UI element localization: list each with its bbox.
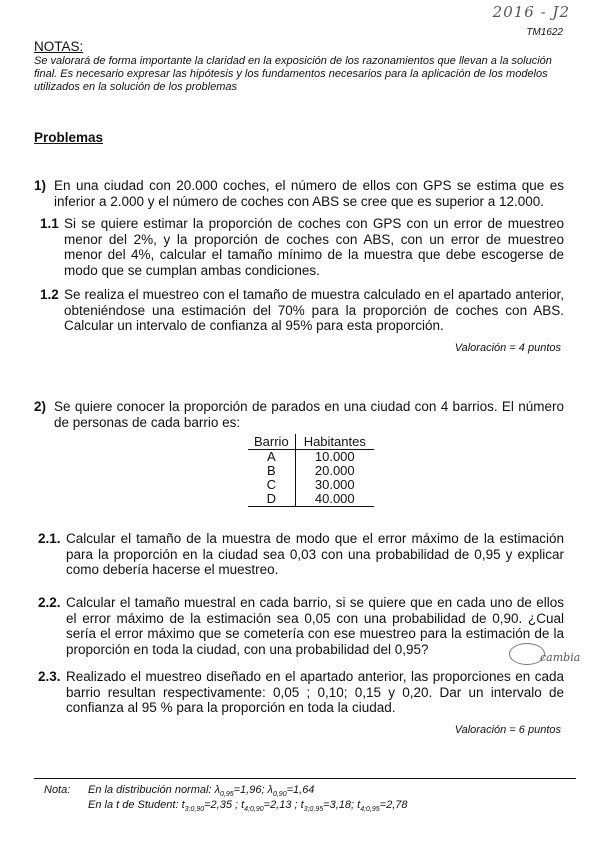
part-2-2-number: 2.2. [38,595,61,610]
footer-line-2 [88,798,408,817]
footer-line-1-values: $\lambda_{0,95}=1,96$; $\lambda_{0,90}=1,64$ [214,784,315,799]
table-row [248,478,374,492]
table-header: Habitantes [295,434,374,450]
problem-2 [34,399,576,435]
table-cell: C [266,477,277,492]
footer-line-2-prefix: En la t de Student: [88,799,182,811]
part-2-1-text: Calcular el tamaño de la muestra de modo que el error máximo de la estimación para la proporción en la ciudad sea 0,03 con una probabilidad de 0,95 y explicar como debería hacerse el muestreo. [66,531,564,577]
part-2-1-number: 2.1. [38,531,61,546]
problem-1-valoracion: Valoración = 4 puntos [454,342,561,354]
table-header: Barrio [248,434,295,450]
part-1-2-number: 1.2 [40,287,59,302]
notes-title: NOTAS: [34,39,84,54]
handwritten-year: 2016 - J2 [492,3,570,21]
document-code: TM1622 [526,27,563,38]
table-row [248,464,374,478]
table-header-row [248,434,374,450]
table-cell: D [248,492,295,507]
table-cell: A [267,449,276,464]
part-1-2-text: Se realiza el muestreo con el tamaño de muestra calculado en el apartado anterior, obteniéndose una estimación del 70% para la proporción de coches con ABS. Calcular un intervalo de confianza al 95% para esta proporción. [64,287,564,333]
part-1-1-number: 1.1 [40,216,59,231]
footer-divider [34,778,576,779]
section-title: Problemas [34,130,104,145]
problem-2-valoracion: Valoración = 6 puntos [454,724,561,736]
table-cell: 40.000 [295,492,374,507]
footer-line-1-prefix: En la distribución normal: [88,784,215,796]
habitantes-table [248,434,374,507]
table-cell: 20.000 [295,464,374,478]
problem-1-number: 1) [34,178,47,193]
habitantes-table-wrap [248,434,374,507]
footer-line-2-values: $t_{3;0,90}=2,35$ ; $t_{4;0,90}=2,13$ ; $t_{3;0,95}=3,18$; $t_{4;0,95}=2,78$ [181,799,408,814]
problem-1-text: En una ciudad con 20.000 coches, el número de ellos con GPS se estima que es inferior a 2.000 y el número de coches con ABS se cree que es superior a 12.000. [54,178,564,209]
problem-2-text: Se quiere conocer la proporción de parados en una ciudad con 4 barrios. El número de personas de cada barrio es: [54,399,564,430]
part-2-3-number: 2.3. [38,669,61,684]
problem-1 [34,178,576,358]
part-1-1-text: Si se quiere estimar la proporción de coches con GPS con un error de muestreo menor del 2%, y la proporción de coches con ABS, con un error de muestreo menor del 4%, calcular el tamaño mínimo de la muestra que debe escogerse de modo que se cumplan ambas condiciones. [64,216,564,278]
table-cell: 10.000 [295,450,374,465]
table-cell: 30.000 [295,478,374,492]
table-cell: B [267,463,276,478]
footer-label: Nota: [44,784,71,796]
handwritten-note: cambia [540,651,581,664]
part-2-2-text: Calcular el tamaño muestral en cada barrio, si se quiere que en cada uno de ellos el error máximo de la estimación sea 0,05 con una probabilidad de 0,90. ¿Cual sería el error máximo que se cometería con ese muestreo para la estimación de la proporción en toda la ciudad, con una probabilidad del 0,95? [66,595,564,657]
table-row [248,492,374,507]
problem-2-number: 2) [34,399,47,414]
table-row [248,450,374,465]
part-2-3-text: Realizado el muestreo diseñado en el apartado anterior, las proporciones en cada barrio resultan respectivamente: 0,05 ; 0,10; 0,15 y 0,20. Dar un intervalo de confianza al 95 % para la proporción en toda la ciudad. [66,669,564,715]
notes-text: Se valorará de forma importante la claridad en la exposición de los razonamientos que llevan a la solución final. Es necesario expresar las hipótesis y los fundamentos necesarios para la aplicación de los modelos utilizados en la solución de los problemas [34,55,552,93]
problem-2-parts [34,531,576,726]
